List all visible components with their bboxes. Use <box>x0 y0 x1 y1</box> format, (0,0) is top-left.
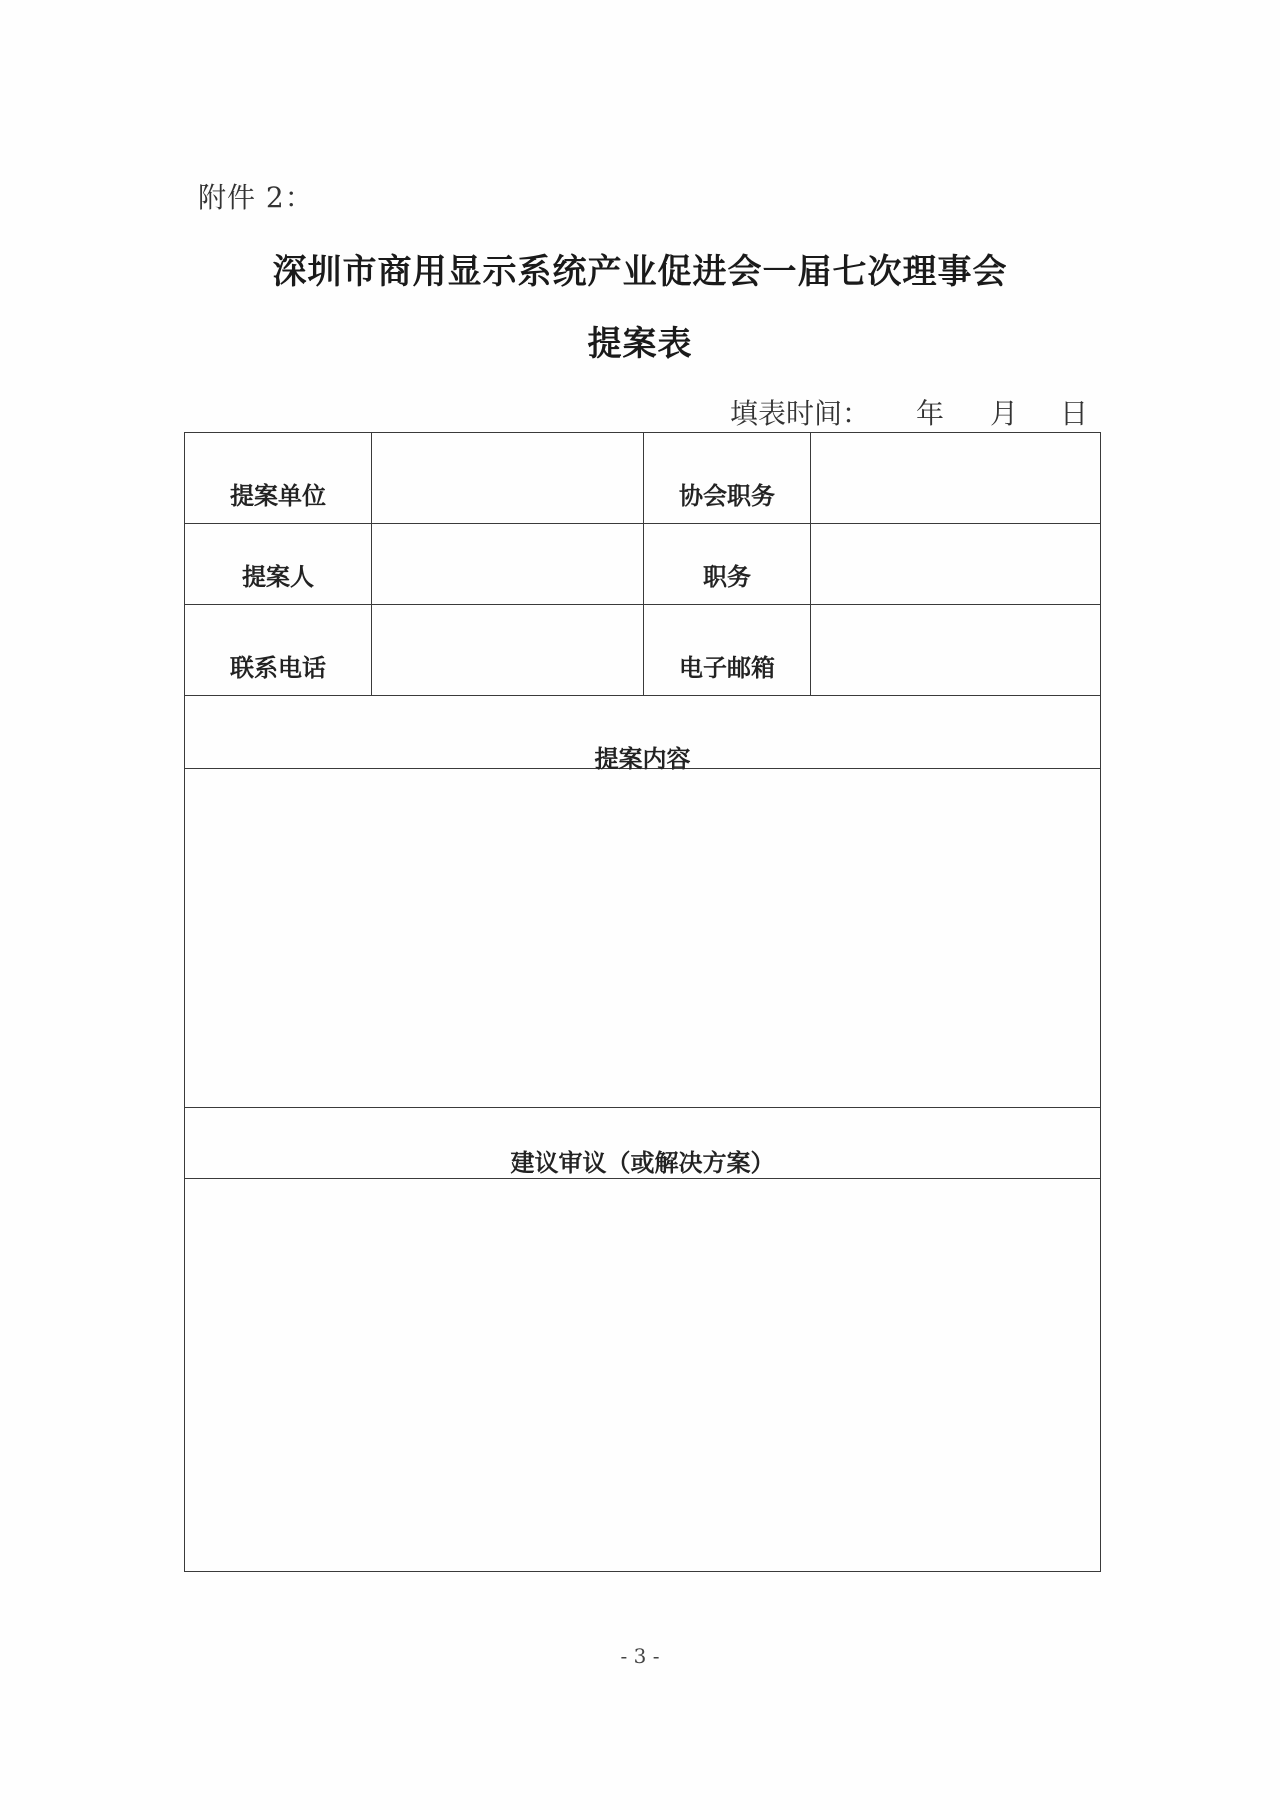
proposal-form-table <box>184 432 1101 1572</box>
attachment-label: 附件 2： <box>198 181 314 214</box>
table-row <box>185 1108 1101 1179</box>
table-row <box>185 769 1101 1108</box>
phone-label: 联系电话 <box>185 605 372 696</box>
position-field[interactable] <box>811 524 1101 605</box>
table-row <box>185 1179 1101 1572</box>
association-position-field[interactable] <box>811 433 1101 524</box>
fill-date-day: 日 <box>1059 397 1088 430</box>
phone-field[interactable] <box>372 605 644 696</box>
page-number: - 3 - <box>620 1644 660 1668</box>
fill-date-label: 填表时间： <box>729 397 870 430</box>
proposal-unit-field[interactable] <box>372 433 644 524</box>
review-field[interactable] <box>185 1179 1101 1572</box>
document-title: 深圳市商用显示系统产业促进会一届七次理事会 <box>272 252 1008 292</box>
table-row <box>185 433 1101 524</box>
review-header <box>185 1108 1101 1179</box>
table-row <box>185 524 1101 605</box>
email-field[interactable] <box>811 605 1101 696</box>
proposer-label: 提案人 <box>185 524 372 605</box>
association-position-label: 协会职务 <box>644 433 811 524</box>
fill-date-year: 年 <box>915 397 944 430</box>
proposal-content-header <box>185 696 1101 773</box>
table-row <box>185 696 1101 769</box>
email-label: 电子邮箱 <box>644 605 811 696</box>
review-label: 建议审议（或解决方案） <box>510 1148 775 1177</box>
proposal-content-field[interactable] <box>185 769 1101 1108</box>
proposer-field[interactable] <box>372 524 644 605</box>
proposal-unit-label: 提案单位 <box>185 433 372 524</box>
position-label: 职务 <box>644 524 811 605</box>
document-subtitle: 提案表 <box>587 324 693 364</box>
proposal-content-label: 提案内容 <box>594 744 691 773</box>
fill-date-line <box>730 392 1088 432</box>
table-row <box>185 605 1101 696</box>
fill-date-month: 月 <box>989 397 1018 430</box>
